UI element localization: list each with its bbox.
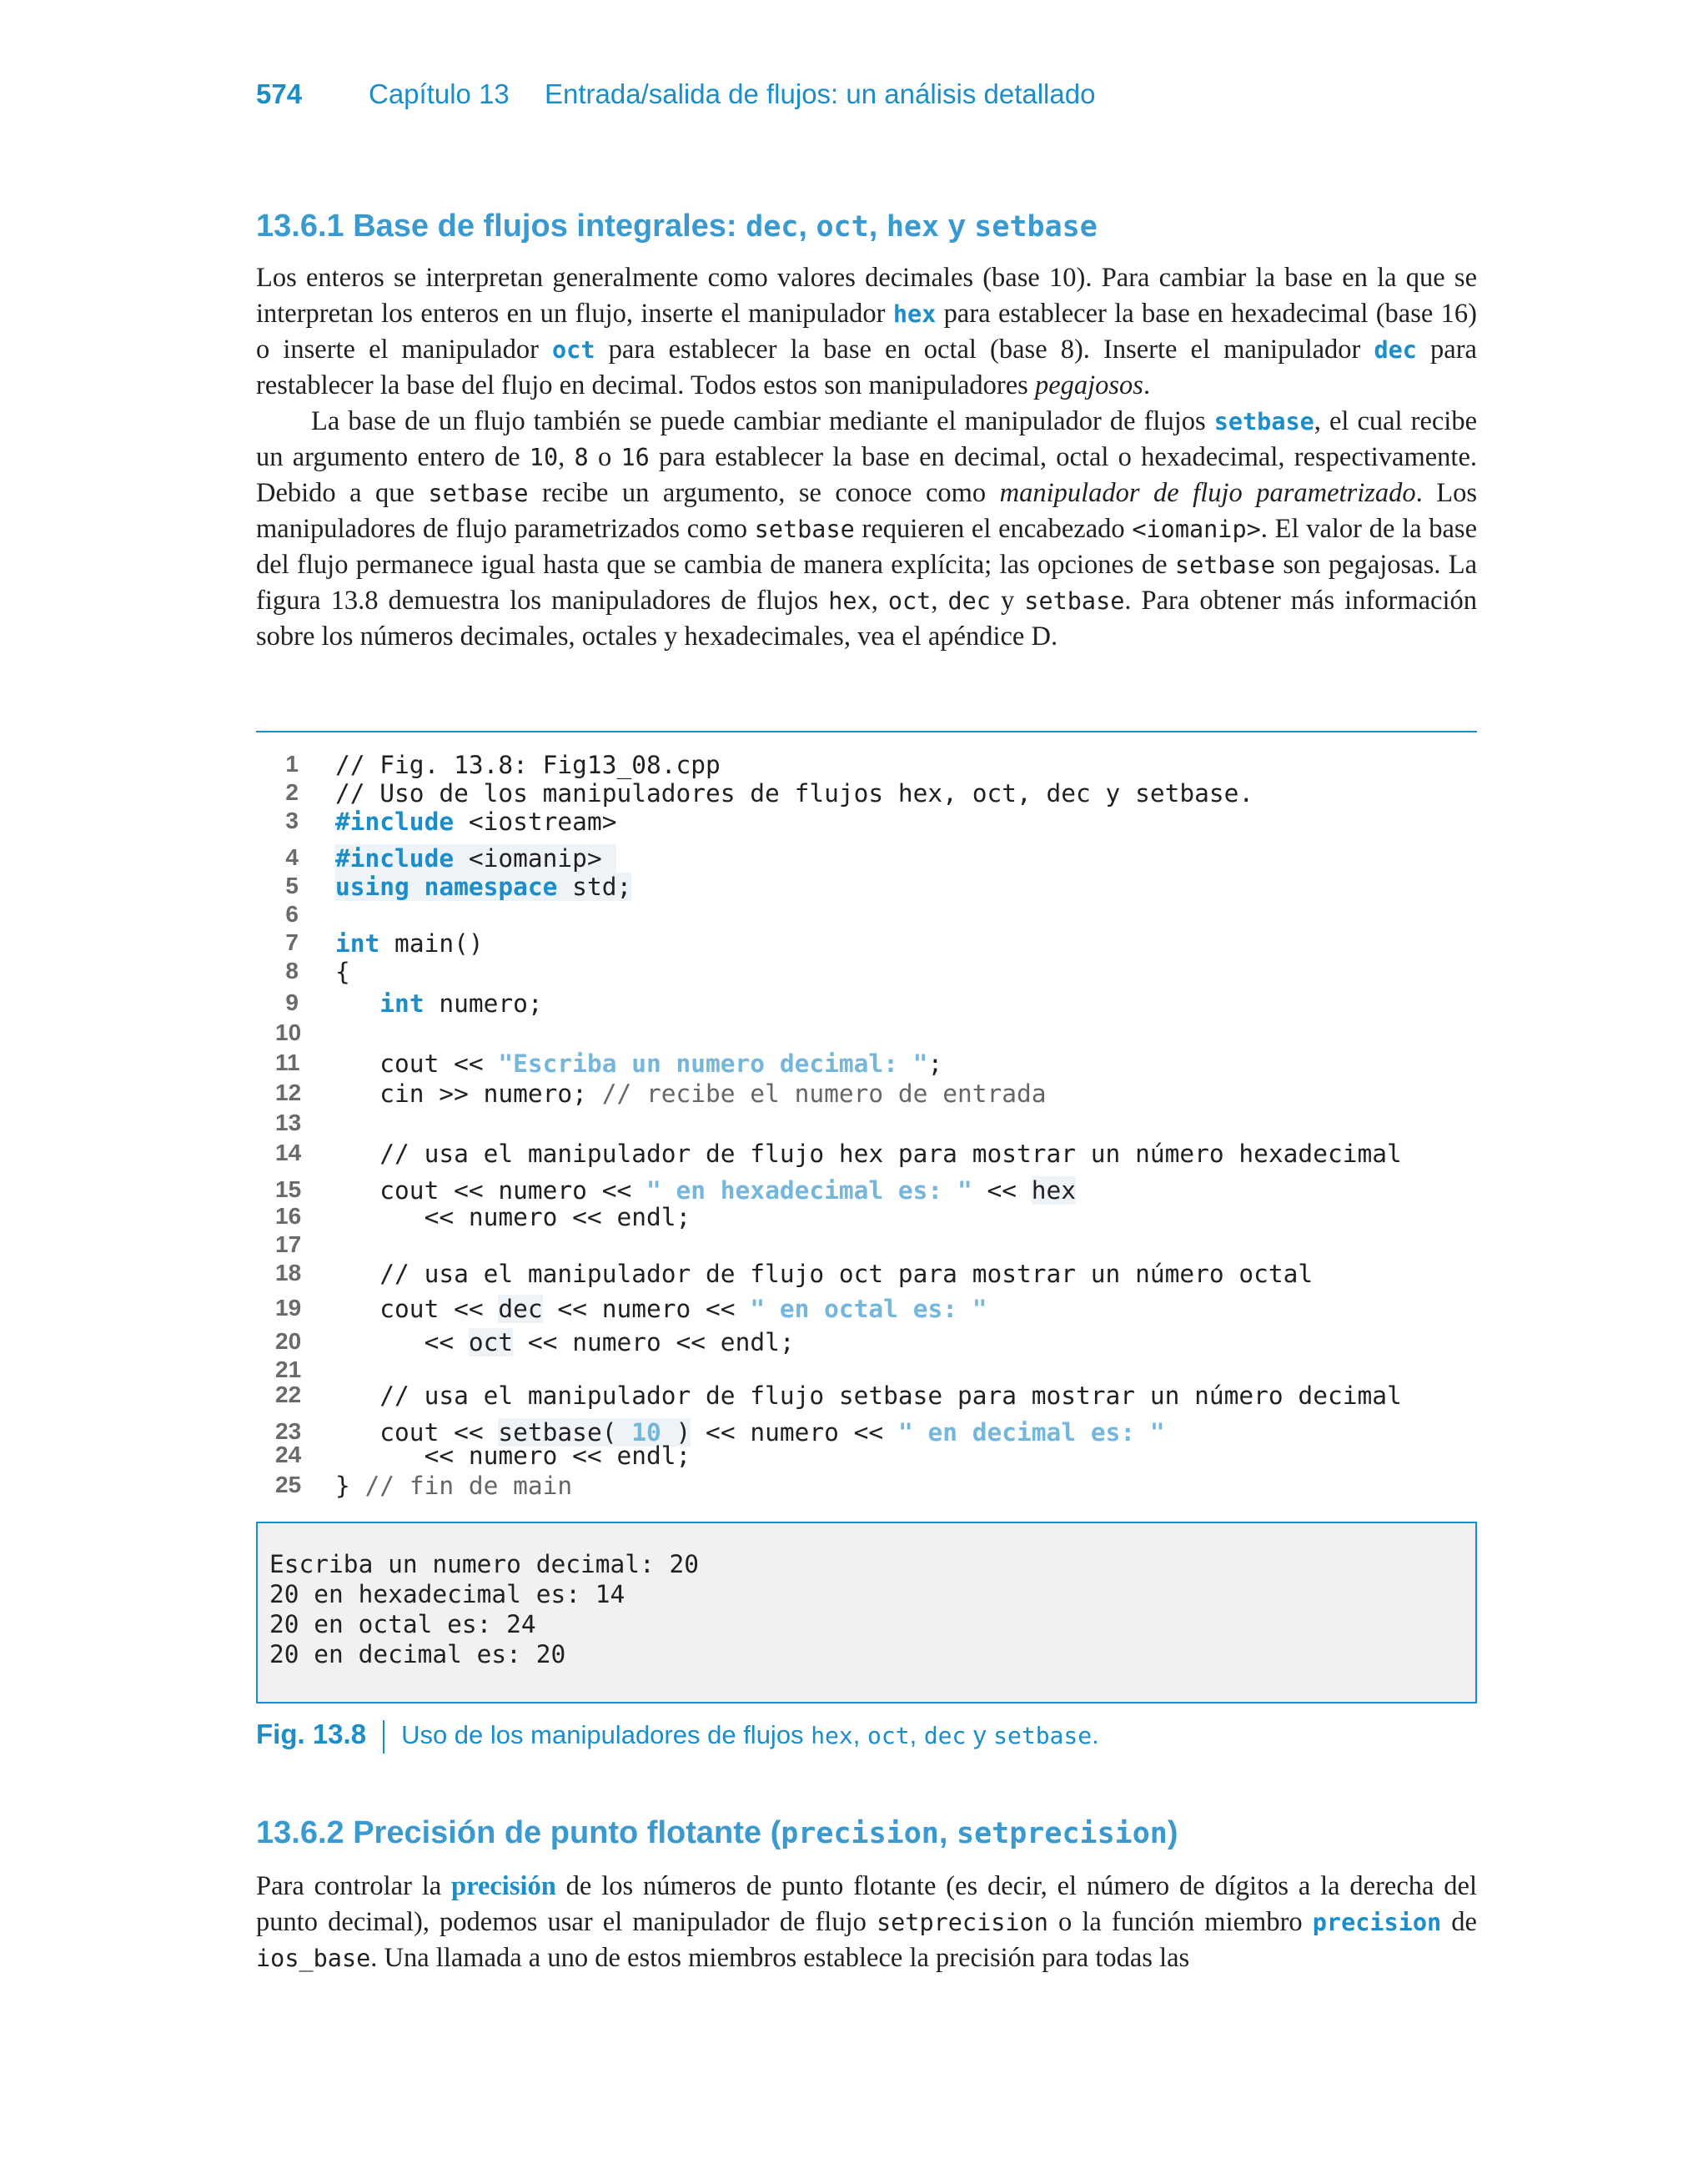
caption-text: . <box>1092 1720 1099 1749</box>
bold-term: precisión <box>451 1871 556 1901</box>
code-token: << numero << <box>542 1295 751 1323</box>
code-token: <iostream> <box>454 808 617 836</box>
line-number: 24 <box>275 1442 302 1467</box>
output-line: 20 en hexadecimal es: 14 <box>269 1580 625 1608</box>
caption-text: Uso de los manipuladores de flujos <box>401 1720 811 1749</box>
code-text-highlighted <box>335 873 631 901</box>
text-run: Los enteros se interpretan generalmente como valores decimales (base 10). Para cambiar la base en la que se interpretan los enteros en un flujo, inserte el manipulador <box>256 263 1477 329</box>
line-number: 9 <box>285 989 299 1015</box>
line-number: 2 <box>285 779 299 805</box>
text-run: . Para obtener más información sobre los números decimales, octales y hexadecimales, vea el apéndice D. <box>256 586 1478 652</box>
heading-code-setprecision: setprecision <box>957 1817 1168 1850</box>
code-line <box>0 1260 1708 1290</box>
italic-term: pegajosos <box>1034 370 1143 400</box>
code-token: cout << <box>335 1049 499 1078</box>
inline-code: 10 <box>529 444 559 471</box>
text-run: y <box>990 586 1025 616</box>
section-heading-13-6-2 <box>256 1815 1178 1851</box>
line-number: 22 <box>275 1381 302 1407</box>
text-run: Para controlar la <box>256 1871 452 1901</box>
inline-code: setbase <box>1213 408 1314 435</box>
heading-sep: , <box>868 209 887 244</box>
line-number: 5 <box>285 873 299 898</box>
inline-code: oct <box>887 587 932 615</box>
code-keyword: #include <box>335 844 455 873</box>
line-number: 15 <box>275 1176 302 1202</box>
inline-code: hex <box>828 587 872 615</box>
caption-text: , <box>852 1720 867 1749</box>
text-run: para restablecer la base del flujo en decimal. Todos estos son manipuladores <box>256 335 1477 400</box>
code-line <box>0 901 1708 931</box>
code-token: cout << numero << <box>335 1176 646 1205</box>
code-token: cout << <box>335 1295 499 1323</box>
code-line <box>0 779 1708 809</box>
code-token: ; <box>927 1049 943 1078</box>
line-number: 11 <box>275 1049 300 1075</box>
code-text-highlighted <box>335 844 616 873</box>
line-number: 4 <box>285 844 299 870</box>
output-line: 20 en octal es: 24 <box>269 1610 536 1638</box>
code-keyword: using namespace <box>335 873 558 901</box>
code-text: // Uso de los manipuladores de flujos hex, oct, dec y setbase. <box>335 779 1254 808</box>
code-line <box>0 1203 1708 1233</box>
code-line <box>0 1079 1708 1110</box>
paragraph-1 <box>256 260 1477 404</box>
code-line <box>0 844 1708 874</box>
inline-code: <iomanip> <box>1132 516 1261 543</box>
caption-code: setbase <box>993 1722 1093 1749</box>
code-text <box>335 1176 1076 1205</box>
section-heading-13-6-1 <box>256 209 1098 244</box>
code-token: ) <box>661 1418 691 1447</box>
code-text <box>335 1049 942 1078</box>
code-token: cin >> numero; <box>335 1079 602 1108</box>
code-keyword: int <box>379 989 424 1018</box>
text-run: , <box>931 586 948 616</box>
code-string: "Escriba un numero decimal: " <box>498 1049 928 1078</box>
code-token: << <box>335 1328 469 1356</box>
line-number: 12 <box>275 1079 302 1105</box>
code-line <box>0 989 1708 1019</box>
line-number: 25 <box>275 1472 302 1497</box>
inline-code: ios_base <box>256 1945 371 1972</box>
caption-divider <box>383 1720 384 1754</box>
code-comment: // usa el manipulador de flujo hex para mostrar un número hexadecimal <box>335 1140 1402 1168</box>
code-string: " en hexadecimal es: " <box>646 1176 972 1205</box>
text-run: de <box>1441 1907 1477 1937</box>
code-line <box>0 1176 1708 1206</box>
code-token: << <box>972 1176 1032 1205</box>
figure-caption <box>256 1719 1099 1754</box>
code-text: << numero << endl; <box>335 1442 691 1470</box>
code-comment: // recibe el numero de entrada <box>601 1079 1047 1108</box>
code-line <box>0 873 1708 903</box>
code-keyword: #include <box>335 808 455 836</box>
inline-code: 16 <box>620 444 650 471</box>
line-number: 20 <box>275 1328 302 1354</box>
code-line <box>0 1381 1708 1412</box>
code-text <box>335 808 616 836</box>
code-token: std; <box>557 873 632 901</box>
heading-sep: ) <box>1167 1815 1178 1850</box>
paragraph-2 <box>256 404 1477 655</box>
code-string: " en octal es: " <box>750 1295 987 1323</box>
text-run: para establecer la base en hexadecimal (base 16) o inserte el manipulador <box>256 299 1477 365</box>
code-line <box>0 1110 1708 1140</box>
line-number: 6 <box>285 901 299 927</box>
chapter-title: Entrada/salida de flujos: un análisis detallado <box>545 78 1096 109</box>
section-heading-text: 13.6.1 Base de flujos integrales: <box>256 209 746 244</box>
inline-code: dec <box>947 587 991 615</box>
code-keyword: int <box>335 929 380 958</box>
code-comment: // fin de main <box>364 1472 573 1500</box>
code-token: numero; <box>424 989 543 1018</box>
text-run: . <box>1143 370 1151 400</box>
code-token: << numero << endl; <box>513 1328 795 1356</box>
inline-code: setprecision <box>876 1909 1048 1936</box>
section-heading-text: 13.6.2 Precisión de punto flotante ( <box>256 1815 781 1850</box>
code-text: << numero << endl; <box>335 1203 691 1231</box>
line-number: 13 <box>275 1110 302 1135</box>
page-number: 574 <box>256 78 303 109</box>
line-number: 3 <box>285 808 299 833</box>
line-number: 18 <box>275 1260 302 1286</box>
line-number: 19 <box>275 1295 302 1321</box>
code-text <box>335 989 543 1018</box>
line-number: 16 <box>275 1203 302 1229</box>
line-number: 21 <box>275 1356 302 1382</box>
program-output-box <box>256 1522 1477 1703</box>
heading-code-precision: precision <box>781 1817 939 1850</box>
inline-code: precision <box>1312 1909 1442 1936</box>
text-run: son pegajosas. La figura 13.8 demuestra los manipuladores de flujos <box>256 550 1477 616</box>
inline-code: oct <box>552 336 595 364</box>
heading-code-hex: hex <box>886 210 940 244</box>
code-string: " en decimal es: " <box>897 1418 1165 1447</box>
line-number: 10 <box>275 1019 302 1045</box>
code-line <box>0 1140 1708 1170</box>
code-line <box>0 751 1708 781</box>
text-run: . Los manipuladores de flujo parametrizados como <box>256 478 1478 544</box>
code-highlight: hex <box>1031 1176 1077 1205</box>
caption-code: dec <box>923 1722 967 1749</box>
figure-top-rule <box>256 731 1477 732</box>
line-number: 23 <box>275 1418 302 1444</box>
line-number: 8 <box>285 958 299 984</box>
text-run: de los números de punto flotante (es decir, el número de dígitos a la derecha del punto decimal), podemos usar el manipulador de flujo <box>256 1871 1477 1937</box>
text-run: , <box>558 442 575 472</box>
code-token: cout << <box>335 1418 499 1447</box>
inline-code: setbase <box>1174 551 1276 579</box>
heading-code-setbase: setbase <box>974 210 1098 244</box>
code-comment: // usa el manipulador de flujo oct para mostrar un número octal <box>335 1260 1314 1288</box>
code-text <box>335 1328 795 1356</box>
heading-sep: , <box>798 209 816 244</box>
text-run: o la función miembro <box>1047 1907 1313 1937</box>
heading-sep: y <box>939 209 975 244</box>
code-highlight: dec <box>498 1295 543 1323</box>
text-run: . Una llamada a uno de estos miembros establece la precisión para todas las <box>370 1943 1190 1973</box>
code-token: } <box>335 1472 365 1500</box>
inline-code: setbase <box>1024 587 1125 615</box>
code-token: <iomanip> <box>454 844 602 873</box>
text-run: o <box>588 442 621 472</box>
inline-code: setbase <box>754 516 855 543</box>
code-line <box>0 1049 1708 1079</box>
italic-term: manipulador de flujo parametrizado <box>999 478 1416 508</box>
text-run: . El valor de la base del flujo permanece igual hasta que se cambia de manera explícita; las opciones de <box>256 514 1477 580</box>
code-line <box>0 1328 1708 1358</box>
caption-code: oct <box>867 1722 910 1749</box>
line-number: 14 <box>275 1140 302 1165</box>
output-line: Escriba un numero decimal: 20 <box>269 1550 700 1578</box>
caption-code: hex <box>811 1722 853 1749</box>
figure-label: Fig. 13.8 <box>256 1719 367 1749</box>
code-text <box>335 1295 987 1323</box>
text-run: para establecer la base en decimal, octal o hexadecimal, respectivamente. Debido a que <box>256 442 1478 508</box>
chapter-label: Capítulo 13 <box>369 78 510 109</box>
code-line <box>0 1442 1708 1472</box>
inline-code: setbase <box>428 480 529 507</box>
code-text <box>335 1079 1047 1108</box>
code-text <box>335 1472 572 1500</box>
code-indent <box>335 989 379 1018</box>
body-text-section-1 <box>256 260 1477 655</box>
code-line <box>0 808 1708 838</box>
code-comment: // usa el manipulador de flujo setbase para mostrar un número decimal <box>335 1381 1402 1410</box>
code-line <box>0 1472 1708 1502</box>
code-text: // Fig. 13.8: Fig13_08.cpp <box>335 751 721 779</box>
inline-code: hex <box>892 300 937 328</box>
code-highlight: oct <box>468 1328 514 1356</box>
running-header <box>0 78 1708 120</box>
text-run: , <box>871 586 888 616</box>
code-token: main() <box>379 929 484 958</box>
caption-text: y <box>966 1720 994 1749</box>
code-line <box>0 958 1708 988</box>
paragraph-3 <box>256 1869 1477 1976</box>
output-line: 20 en decimal es: 20 <box>269 1640 566 1668</box>
heading-code-dec: dec <box>746 210 799 244</box>
text-run: , el cual recibe un argumento entero de <box>256 406 1477 472</box>
code-token: << numero << <box>691 1418 898 1447</box>
inline-code: 8 <box>574 444 589 471</box>
text-run: recibe un argumento, se conoce como <box>528 478 1000 508</box>
text-run: requieren el encabezado <box>854 514 1133 544</box>
caption-text: , <box>909 1720 924 1749</box>
code-text <box>335 929 484 958</box>
heading-code-oct: oct <box>816 210 869 244</box>
text-run: para establecer la base en octal (base 8). Inserte el manipulador <box>595 335 1374 365</box>
inline-code: dec <box>1374 336 1417 364</box>
text-run: La base de un flujo también se puede cambiar mediante el manipulador de flujos <box>311 406 1214 436</box>
code-line <box>0 1231 1708 1261</box>
code-number: 10 <box>631 1418 661 1447</box>
code-line <box>0 1295 1708 1325</box>
code-token: setbase( <box>498 1418 632 1447</box>
line-number: 17 <box>275 1231 302 1257</box>
line-number: 1 <box>285 751 299 777</box>
body-text-section-2 <box>256 1869 1477 1976</box>
code-line <box>0 1019 1708 1049</box>
code-line <box>0 929 1708 959</box>
heading-sep: , <box>938 1815 957 1850</box>
code-text: { <box>335 958 350 986</box>
line-number: 7 <box>285 929 299 955</box>
